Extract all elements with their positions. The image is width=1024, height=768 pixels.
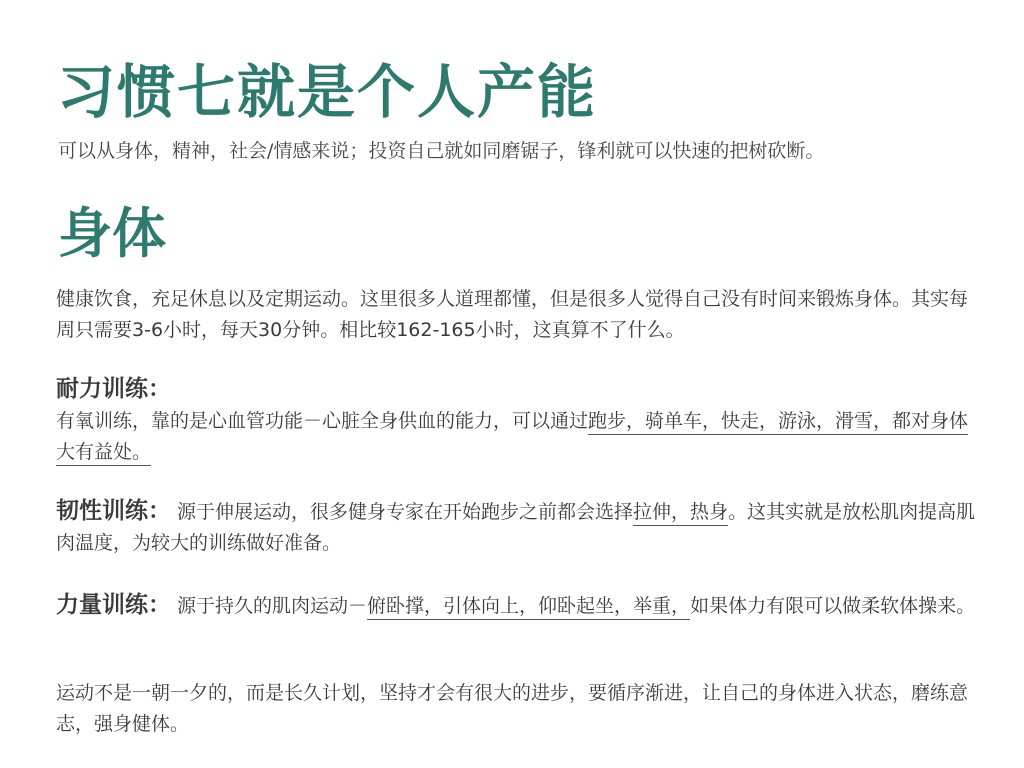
closing-paragraph: 运动不是一朝一夕的，而是长久计划，坚持才会有很大的进步，要循序渐进，让自己的身体进入状态，磨练意志，强身健体。 (56, 682, 969, 735)
endurance-heading: 耐力训练： (56, 376, 171, 402)
page-title: 习惯七就是个人产能 (57, 58, 598, 126)
flexibility-text-after: 。这其实就是放松肌肉提高肌肉温度，为较大的训练做好准备。 (56, 501, 976, 554)
strength-text-after: 如果体力有限可以做柔软体操来。 (690, 595, 976, 617)
endurance-underlined-text: 跑步，骑单车，快走，游泳，滑雪，都对身体大有益处。 (56, 410, 968, 466)
endurance-text: 有氧训练，靠的是心血管功能－心脏全身供血的能力，可以通过 (56, 410, 589, 432)
section-title-body: 身体 (58, 202, 166, 265)
flexibility-underlined-text: 拉伸，热身 (633, 501, 728, 526)
flexibility-text: 源于伸展运动，很多健身专家在开始跑步之前都会选择 (171, 501, 634, 523)
page-subtitle: 可以从身体，精神，社会/情感来说；投资自己就如同磨锯子，锋利就可以快速的把树砍断。 (58, 140, 825, 162)
intro-paragraph: 健康饮食，充足休息以及定期运动。这里很多人道理都懂，但是很多人觉得自己没有时间来锻炼身体。其实每周只需要3-6小时，每天30分钟。相比较162-165小时，这真算不了什么。 (56, 288, 969, 341)
strength-heading: 力量训练： (56, 592, 171, 618)
flexibility-paragraph (56, 496, 976, 559)
flexibility-heading: 韧性训练： (56, 498, 171, 524)
endurance-paragraph (56, 406, 976, 468)
strength-text: 源于持久的肌肉运动－ (171, 595, 368, 617)
strength-underlined-text: 俯卧撑，引体向上，仰卧起坐，举重， (367, 595, 690, 620)
strength-paragraph (56, 590, 976, 622)
